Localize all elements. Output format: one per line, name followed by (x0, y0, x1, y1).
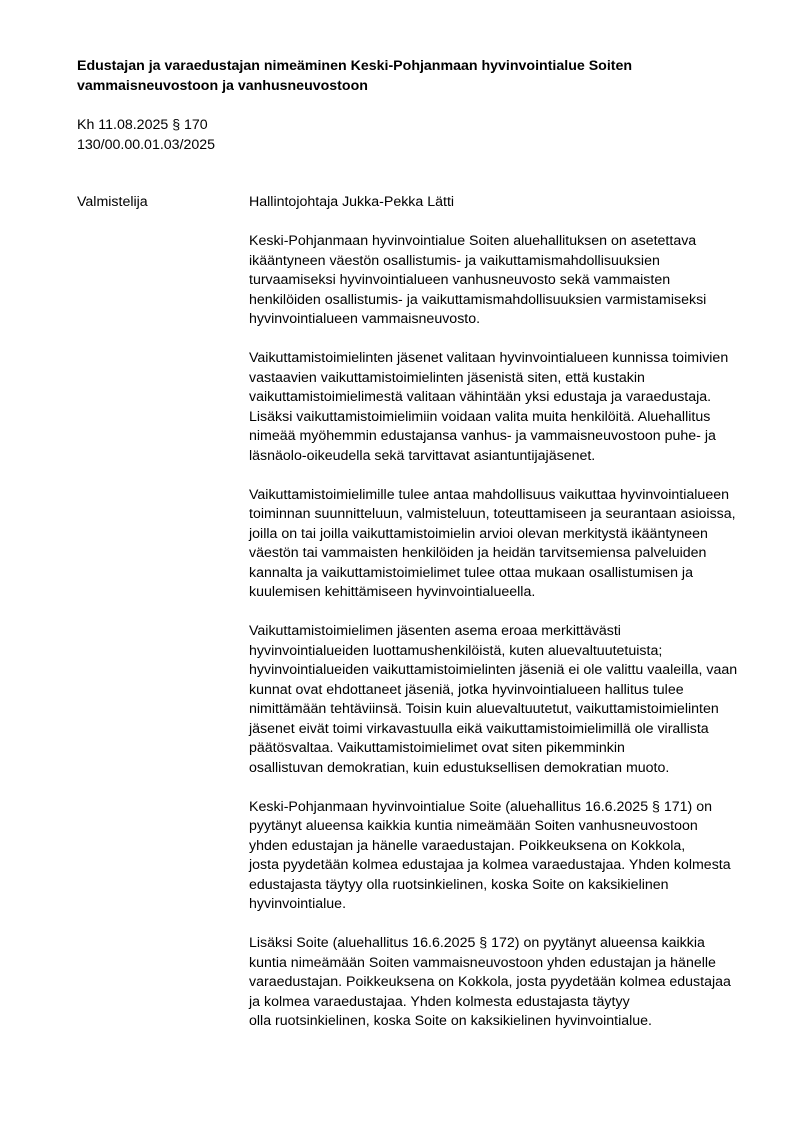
preparer-name-paragraph (249, 193, 769, 213)
body-paragraph (249, 349, 769, 466)
paragraph-line: läsnäolo-oikeudella sekä tarvittavat asiantuntijajäsenet. (249, 447, 596, 464)
paragraph-line: Lisäksi Soite (aluehallitus 16.6.2025 § 172) on pyytänyt alueensa kaikkia (249, 935, 705, 951)
paragraph-line: joilla on tai joilla vaikuttamistoimielin arvioi olevan merkitystä ikääntyneen (249, 525, 708, 542)
paragraph-line: josta pyydetään kolmea edustajaa ja kolmea varaedustajaa. Yhden kolmesta (249, 857, 731, 873)
paragraph-line: kunnat ovat ehdottaneet jäseniä, jotka hyvinvointialueen hallitus tulee (249, 681, 684, 698)
preparer-name: Hallintojohtaja Jukka-Pekka Lätti (249, 194, 455, 210)
paragraph-line: toiminnan suunnitteluun, valmisteluun, toteuttamiseen ja seurantaan asioissa, (249, 506, 736, 522)
paragraph-line: väestön tai vammaisten henkilöiden ja heidän tarvitsemiensa palveluiden (249, 545, 707, 561)
paragraph-line: hyvinvointialue. (249, 896, 347, 912)
paragraph-line: päätösvaltaa. Vaikuttamistoimielimet ovat siten pikemminkin (249, 740, 625, 756)
paragraph-line: Vaikuttamistoimielimille tulee antaa mahdollisuus vaikuttaa hyvinvointialueen (249, 486, 729, 503)
paragraph-line: olla ruotsinkielinen, koska Soite on kaksikielinen hyvinvointialue. (249, 1013, 652, 1029)
paragraph-line: kuulemisen kehittämiseen hyvinvointialueella. (249, 584, 536, 600)
paragraph-line: nimeää myöhemmin edustajansa vanhus- ja vammaisneuvostoon puhe- ja (249, 428, 716, 444)
paragraph-line: jäsenet eivät toimi virkavastuulla eikä vaikuttamistoimielimillä ole virallista (249, 720, 709, 737)
body-paragraph (249, 934, 769, 1032)
body-paragraph (249, 486, 769, 603)
paragraph-line: hyvinvointialueiden luottamushenkilöistä, kuten aluevaltuutetuista; (249, 642, 663, 659)
title-line-1: Edustajan ja varaedustajan nimeäminen Keski-Pohjanmaan hyvinvointialue Soiten (77, 58, 633, 74)
body-paragraph (249, 232, 769, 330)
paragraph-line: varaedustajan. Poikkeuksena on Kokkola, josta pyydetään kolmea edustajaa (249, 974, 731, 990)
title-line-2: vammaisneuvostoon ja vanhusneuvostoon (77, 77, 368, 94)
paragraph-line: ja kolmea varaedustajaa. Yhden kolmesta edustajasta täytyy (249, 993, 630, 1010)
paragraph-line: pyytänyt alueensa kaikkia kuntia nimeämään Soiten vanhusneuvostoon (249, 818, 698, 834)
paragraph-line: henkilöiden osallistumis- ja vaikuttamismahdollisuuksien varmistamiseksi (249, 291, 707, 308)
paragraph-line: hyvinvointialueen vammaisneuvosto. (249, 311, 481, 327)
paragraph-line: ikääntyneen väestön osallistumis- ja vaikuttamismahdollisuuksien (249, 252, 660, 269)
meeting-reference (77, 116, 215, 155)
paragraph-line: osallistuvan demokratian, kuin edustuksellisen demokratian muoto. (249, 759, 670, 776)
paragraph-line: vastaavien vaikuttamistoimielinten jäsenistä siten, että kustakin (249, 369, 645, 386)
paragraph-line: kuntia nimeämään Soiten vammaisneuvostoon yhden edustajan ja hänelle (249, 954, 716, 971)
paragraph-line: turvaamiseksi hyvinvointialueen vanhusneuvosto sekä vammaisten (249, 272, 671, 288)
paragraph-line: Keski-Pohjanmaan hyvinvointialue Soiten aluehallituksen on asetettava (249, 233, 697, 249)
body-paragraph (249, 798, 769, 915)
meeting-section: Kh 11.08.2025 § 170 (77, 117, 208, 133)
paragraph-line: nimittämään tehtäviinsä. Toisin kuin aluevaltuutetut, vaikuttamistoimielinten (249, 701, 719, 717)
paragraph-line: Vaikuttamistoimielinten jäsenet valitaan hyvinvointialueen kunnissa toimivien (249, 350, 729, 366)
document-title (77, 57, 757, 96)
paragraph-line: Lisäksi vaikuttamistoimielimiin voidaan valita muita henkilöitä. Aluehallitus (249, 408, 711, 425)
paragraph-line: hyvinvointialueiden vaikuttamistoimielinten jäseniä ei ole valittu vaaleilla, vaan (249, 662, 738, 678)
paragraph-line: kannalta ja vaikuttamistoimielimet tulee ottaa mukaan osallistumisen ja (249, 564, 693, 581)
record-number: 130/00.00.01.03/2025 (77, 136, 216, 153)
paragraph-line: vaikuttamistoimielimestä valitaan vähintään yksi edustaja ja varaedustaja. (249, 389, 712, 405)
preparer-label: Valmistelija (77, 194, 148, 210)
paragraph-line: Vaikuttamistoimielimen jäsenten asema eroaa merkittävästi (249, 623, 621, 639)
paragraph-line: Keski-Pohjanmaan hyvinvointialue Soite (aluehallitus 16.6.2025 § 171) on (249, 798, 712, 815)
document-body (249, 193, 769, 1032)
paragraph-line: yhden edustajan ja hänelle varaedustajan. Poikkeuksena on Kokkola, (249, 837, 686, 854)
paragraph-line: edustajasta täytyy olla ruotsinkielinen, koska Soite on kaksikielinen (249, 876, 669, 893)
body-paragraph (249, 622, 769, 778)
